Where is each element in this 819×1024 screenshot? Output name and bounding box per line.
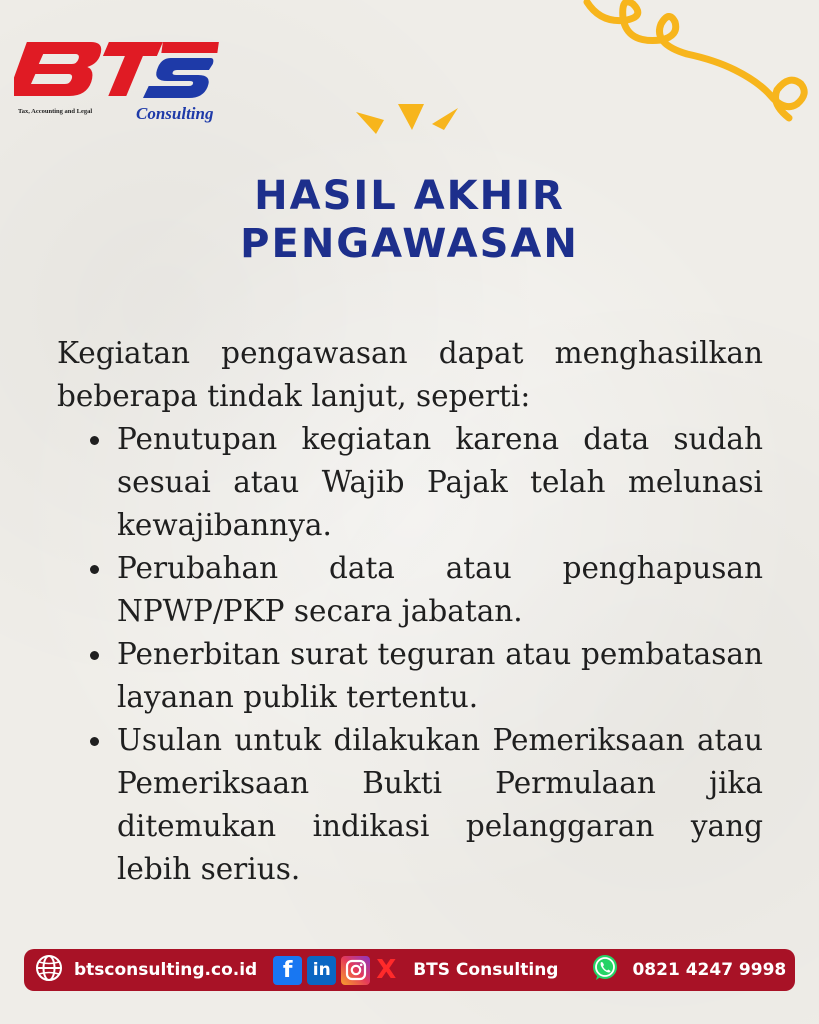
- list-item: Penutupan kegiatan karena data sudah sesuai atau Wajib Pajak telah melunasi kewajibannya.: [57, 418, 763, 547]
- logo-subtitle: Consulting: [136, 104, 214, 123]
- brand-name: BTS Consulting: [413, 960, 559, 980]
- follow-up-list: [57, 418, 763, 891]
- list-item: Usulan untuk dilakukan Pemeriksaan atau Pemeriksaan Bukti Permulaan jika ditemukan indikasi pelanggaran yang lebih serius.: [57, 719, 763, 891]
- list-item: Perubahan data atau penghapusan NPWP/PKP secara jabatan.: [57, 547, 763, 633]
- facebook-icon[interactable]: f: [273, 956, 302, 985]
- website-link[interactable]: btsconsulting.co.id: [74, 960, 258, 980]
- title-line-2: PENGAWASAN: [240, 221, 579, 267]
- title-line-1: HASIL AKHIR: [254, 173, 565, 219]
- social-icons: [273, 956, 397, 985]
- whatsapp-icon[interactable]: [590, 953, 620, 988]
- sparkle-decoration: [350, 98, 470, 148]
- bts-logo: [14, 34, 219, 129]
- page-title: [0, 172, 819, 268]
- list-item: Penerbitan surat teguran atau pembatasan layanan publik tertentu.: [57, 633, 763, 719]
- squiggle-decoration: [575, 0, 819, 135]
- phone-number[interactable]: 0821 4247 9998: [632, 960, 787, 980]
- footer-bar: [24, 949, 795, 991]
- bts-logo-mark: [14, 34, 219, 106]
- logo-tagline: Tax, Accounting and Legal: [18, 108, 93, 115]
- main-content: [57, 332, 763, 891]
- x-icon[interactable]: X: [376, 955, 397, 985]
- instagram-icon[interactable]: [341, 956, 370, 985]
- linkedin-icon[interactable]: in: [307, 956, 336, 985]
- globe-icon: [34, 953, 64, 988]
- intro-text: Kegiatan pengawasan dapat menghasilkan beberapa tindak lanjut, seperti:: [57, 336, 763, 413]
